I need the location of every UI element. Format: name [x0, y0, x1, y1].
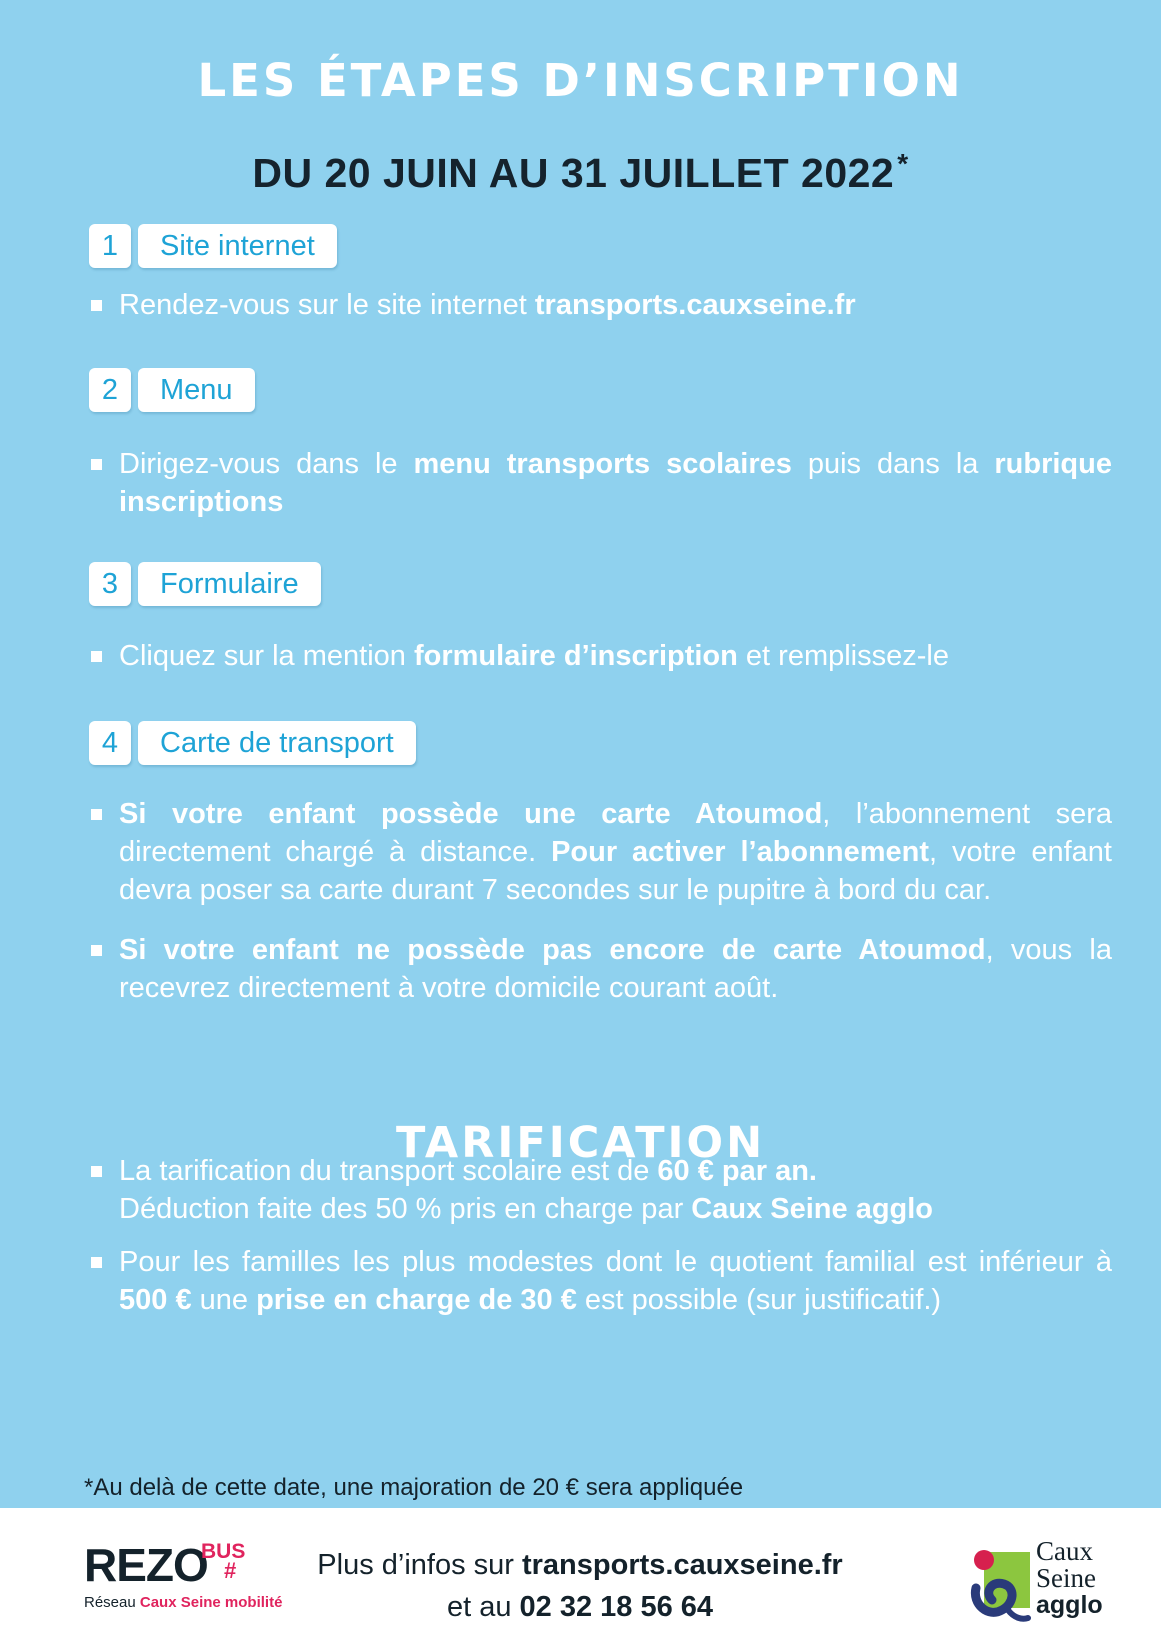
step-label: Site internet	[138, 224, 337, 268]
emphasis: Pour activer l’abonnement	[551, 836, 929, 868]
bullet-square-icon	[91, 459, 102, 470]
page-title: LES ÉTAPES D’INSCRIPTION	[197, 54, 964, 107]
rezo-logo-text: REZO	[84, 1539, 208, 1591]
text: agglo	[1036, 1591, 1103, 1619]
website-link[interactable]: transports.cauxseine.fr	[521, 1549, 843, 1581]
text: Cliquez sur la mention	[119, 640, 414, 672]
footer	[0, 1508, 1161, 1646]
step-3-instruction	[89, 637, 1112, 675]
registration-period-text: DU 20 JUIN AU 31 JUILLET 2022	[252, 150, 895, 196]
footnote: *Au delà de cette date, une majoration de 20 € sera appliquée	[84, 1474, 744, 1501]
step-4-instruction-no-card	[89, 931, 1112, 1007]
emphasis: formulaire d’inscription	[413, 640, 738, 672]
hashtag-icon: #	[224, 1558, 237, 1583]
text: , votre enfant devra poser sa carte durant 7 secondes sur le pupitre à bord du car.	[119, 836, 1112, 906]
caux-seine-agglo-wordmark	[1036, 1538, 1103, 1619]
step-1-instruction	[89, 286, 1112, 324]
step-4-header	[89, 721, 416, 765]
website-link-text: transports.cauxseine.fr	[534, 289, 856, 321]
step-2-instruction	[89, 445, 1112, 521]
text: est possible (sur justificatif.)	[576, 1284, 942, 1316]
text: et au	[446, 1591, 520, 1623]
text: La tarification du transport scolaire est de	[119, 1155, 658, 1187]
registration-period	[0, 148, 1161, 197]
bullet-square-icon	[91, 809, 102, 820]
step-1-header	[89, 224, 337, 268]
website-line	[300, 1544, 860, 1586]
emphasis: rubrique inscriptions	[119, 448, 1112, 518]
step-label: Carte de transport	[138, 721, 416, 765]
tarif-reduction	[89, 1243, 1112, 1319]
step-number: 4	[89, 721, 131, 765]
emphasis: Si votre enfant ne possède pas encore de carte Atoumod	[119, 934, 986, 966]
emphasis: 500 €	[119, 1284, 192, 1316]
caux-seine-agglo-logo	[970, 1538, 1110, 1628]
rezo-bus-text: BUS	[201, 1540, 246, 1563]
asterisk-mark: *	[897, 148, 909, 179]
tarification-title: TARIFICATION	[395, 1118, 766, 1168]
emphasis: menu transports scolaires	[413, 448, 792, 480]
text: , l’abonnement sera directement chargé à distance.	[119, 798, 1112, 868]
tarif-price	[89, 1152, 1112, 1228]
step-number: 3	[89, 562, 131, 606]
bullet-square-icon	[91, 300, 102, 311]
step-3-header	[89, 562, 321, 606]
step-label: Formulaire	[138, 562, 321, 606]
text: , vous la recevrez directement à votre domicile courant août.	[119, 934, 1112, 1004]
text: Caux	[1036, 1536, 1093, 1566]
text: Plus d’infos sur	[317, 1549, 522, 1581]
rezo-bus-logo	[84, 1538, 294, 1618]
rezo-subtitle	[84, 1594, 282, 1611]
bullet-square-icon	[91, 651, 102, 662]
emphasis: Caux Seine agglo	[691, 1193, 934, 1225]
text: Rendez-vous sur le site internet	[119, 289, 535, 321]
brand: Caux Seine mobilité	[139, 1594, 283, 1611]
emphasis: Si votre enfant possède une carte Atoumod	[119, 798, 823, 830]
text: Réseau	[84, 1594, 140, 1611]
text: Seine	[1036, 1563, 1096, 1593]
step-number: 2	[89, 368, 131, 412]
bullet-square-icon	[91, 1166, 102, 1177]
step-2-header	[89, 368, 255, 412]
phone-number[interactable]: 02 32 18 56 64	[519, 1591, 714, 1623]
text: puis dans la	[791, 448, 995, 480]
caux-seine-emblem-icon	[970, 1548, 1034, 1624]
step-4-instruction-card-owner	[89, 795, 1112, 909]
bullet-square-icon	[91, 945, 102, 956]
text: et remplissez-le	[737, 640, 949, 672]
step-label: Menu	[138, 368, 255, 412]
text: une	[191, 1284, 257, 1316]
text: Pour les familles les plus modestes dont le quotient familial est inférieur à	[119, 1246, 1112, 1278]
emphasis: prise en charge de 30 €	[256, 1284, 577, 1316]
text: Dirigez-vous dans le	[119, 448, 414, 480]
price: 60 € par an.	[657, 1155, 817, 1187]
step-number: 1	[89, 224, 131, 268]
bullet-square-icon	[91, 1257, 102, 1268]
text: Déduction faite des 50 % pris en charge par	[119, 1193, 692, 1225]
phone-line	[300, 1586, 860, 1628]
contact-info	[300, 1544, 860, 1628]
